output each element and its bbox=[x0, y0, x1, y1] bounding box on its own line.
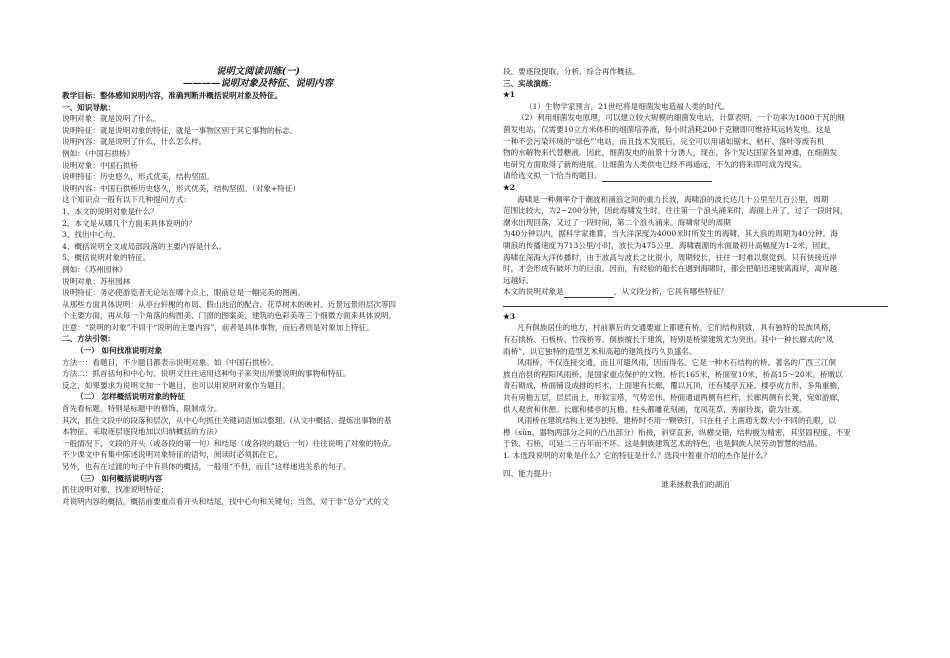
text-line: 首先看标题，特别是标题中的修饰、限制成分。 bbox=[62, 404, 222, 414]
text-line: 5、概括说明对象的特征。 bbox=[62, 253, 151, 263]
right-top-lines bbox=[503, 66, 888, 170]
text-line: 其次，抓住文段中的段落和层次，从中心句抓住关键词语加以整理。(从文中概括、提炼出事物的基 bbox=[62, 415, 392, 425]
text-line: 供人观赏和休憩。长廊和楼亭的瓦檐、柱头都雕花刻画，龙凤花草，秀丽玲珑，蔚为壮观。 bbox=[503, 404, 807, 414]
text-line: 三、实战演练： bbox=[503, 78, 557, 88]
text-line: 风雨桥在建筑结构上更为独特。建桥时不用一颗铁钉，只在柱子上凿通无数大小不同的孔眼，以 bbox=[517, 416, 836, 426]
star-3: ★3 bbox=[503, 311, 516, 321]
right-column bbox=[503, 66, 888, 491]
left-column bbox=[62, 66, 454, 507]
passage-3 bbox=[503, 322, 888, 461]
left-lines bbox=[62, 90, 454, 507]
text-line: 一、知识导航： bbox=[62, 102, 116, 112]
text-line: 族自治县的程阳风雨桥，是国家重点保护的文物。桥长165米，桥面宽10米，桥高15～20米。桥墩以 bbox=[503, 369, 843, 379]
text-line: 有石拱桥、石板桥、竹筏桥等。侗族擅长于建筑，特别是桥梁建筑尤为突出。其中一种长廊式的“风 bbox=[503, 335, 834, 345]
text-line: 范围比较大，为2~200分钟，因此海啸发生时，往往第一个浪头涌来时，海面上升了，过了一段时间， bbox=[503, 206, 848, 216]
answer-line bbox=[503, 300, 888, 307]
text-line: 电研究方面取得了新的进展。让细菌为人类供电已经不再遥远，不久的将来即可成为现实。 bbox=[503, 159, 807, 169]
text-line: （2）利用细菌发电原理，可以建立较大规模的细菌发电站，计算表明，一个功率为1000千瓦的细 bbox=[517, 113, 845, 123]
text-line: ★1 bbox=[503, 90, 516, 100]
text-line: 个主要方面，再从每一个角落的构图美、门窗的图案美、建筑的色彩美等三个细微方面来具体说明。 bbox=[62, 311, 397, 321]
text-line: 注意：“说明的对象”不同于“说明的主要内容”，前者是具体事物，而后者则是对象加上特征。 bbox=[62, 322, 374, 332]
question-1: 请给选文拟一个恰当的题目。 bbox=[503, 170, 888, 182]
doc-subtitle: ————说明对象及特征、说明内容 bbox=[182, 78, 333, 89]
text-line: 物的水解物来代替糖液。因此，细菌发电的前景十分诱人，现在，各个发达国家各显神通，在细菌发 bbox=[503, 148, 838, 158]
text-line: 海啸是一种频率介于潮波和涌浪之间的重力长波，海啸浪的波长达几十公里至几百公里，周期 bbox=[517, 194, 829, 204]
text-line: （三） 如何概括说明内容 bbox=[76, 473, 163, 483]
text-line: 说明内容：就是说明了什么，什么怎么样。 bbox=[62, 137, 207, 147]
text-line: 说明特征：历史悠久，形式优美，结构坚固。 bbox=[62, 172, 214, 182]
text-line: 1、本文的说明对象是什么？ bbox=[62, 206, 158, 216]
text-line: 说明内容：中国石拱桥历史悠久，形式优美，结构坚固。（对象+特征） bbox=[62, 183, 300, 193]
text-line: 方法一：看题目，不少题目都表示说明对象。如《中国石拱桥》。 bbox=[62, 357, 279, 367]
answer-blank-1[interactable] bbox=[602, 173, 712, 182]
text-line: 例如：《苏州园林》 bbox=[62, 264, 127, 274]
text-line: 4、概括说明全文或局部段落的主要内容是什么。 bbox=[62, 241, 227, 251]
text-line: 一般情况下，文段的开头（或各段的第一句）和结尾（或各段的最后一句）往往说明了对象的特点。 bbox=[62, 438, 397, 448]
text-line: 从那些方面具体说明：从亭台轩榭的布局、假山池沼的配合、花草树木的映衬、近景远景的层次等四 bbox=[62, 299, 397, 309]
star-2: ★2 bbox=[503, 182, 516, 192]
text-line: 对说明内容的概括，概括前要重点看开头和结尾，找中心句和关键句；当然，对于非“总分”式的文 bbox=[62, 496, 389, 506]
answer-blank-2[interactable] bbox=[564, 289, 614, 298]
text-line: 凡有侗族居住的地方，村前寨后的交通要道上都建有桥。它们结构别致，具有独特的民族风格， bbox=[517, 323, 836, 333]
text-line: 一种不会污染环境的“绿色”’电站，而且技术发展后，完全可以用诸如锯末、秸秆、落叶等废有机 bbox=[503, 136, 825, 146]
text-line: 远越好。 bbox=[503, 275, 534, 285]
text-line: 这个知识点一般有以下几种提问方式： bbox=[62, 195, 192, 205]
text-line: 说明特征：务必使游览者无论站在哪个点上，眼前总是一幅完美的图画。 bbox=[62, 288, 305, 298]
text-line: 菌发电站，仅需要10立方米体积的细菌培养液，每小时消耗200千克糖即可维持其运转发电。这是 bbox=[503, 124, 831, 134]
text-line: 抓住说明对象，找准说明特征； bbox=[62, 485, 169, 495]
text-line: 潮水出现回落，又过了一段时间，第二个浪头涌来。海啸常见的周期 bbox=[503, 217, 731, 227]
text-line: 二、方法引领： bbox=[62, 334, 116, 344]
text-line: （二） 怎样概括说明对象的特征 bbox=[76, 392, 185, 402]
text-line: 啸浪的传播速度为713公里/小时，波长为475公里。海啸震源的水面最初升高幅度为1-2米，因此， bbox=[503, 240, 836, 250]
text-line: 于铁、石桥，可延二三百年而不坏。这是侗族建筑艺术的特色，也是侗族人民劳动智慧的结晶。 bbox=[503, 439, 822, 449]
text-line: 青石砌成，桥面铺设成排的杉木，上面建有长廊，覆以瓦顶，还有楼亭五座。楼亭成方形，多角重檐， bbox=[503, 381, 845, 391]
text-line: 为40分钟以内，据科学家推算，当大洋深度为4000米时所发生的海啸，其大浪的周期为40分钟。海 bbox=[503, 229, 838, 239]
text-line: 教学目标：整体感知说明内容，准确判断并概括说明对象及特征。 bbox=[62, 91, 283, 100]
text-line: 另外，也有在过渡的句子中有具体的概括，一般用“不但，而且”这样递进关系的句子。 bbox=[62, 462, 351, 471]
text-line: 说明对象：就是说明了什么。 bbox=[62, 114, 161, 124]
text-line: 海啸在深海大洋传播时，由于波高与波长之比很小，周期较长，往往一时难以察觉到。只有快接近岸 bbox=[503, 252, 838, 262]
text-line: 3、找出中心句。 bbox=[62, 230, 120, 240]
text-line: 时，才会形成有破坏力的巨浪。因而，有经验的船长在遇到海啸时，都会把船迅速驶离海岸，离岸越 bbox=[503, 264, 838, 274]
text-line: 说明特征：就是说明对象的特征，就是一事物区别于其它事物的标志。 bbox=[62, 125, 298, 135]
text-line: 本物征。采取逐层逐段地加以归纳概括的方法） bbox=[62, 427, 222, 437]
text-line: 反之，如果要求为说明文加一个题目，也可以用说明对象作为题目。 bbox=[62, 380, 290, 390]
passage-2 bbox=[503, 194, 888, 287]
text-line: 说明对象：苏州园林 bbox=[62, 276, 131, 286]
text-line: （1）生物学家预言，21世纪将是细菌发电造福人类的时代。 bbox=[525, 101, 730, 111]
text-line: 例如：《中国石拱桥》 bbox=[62, 148, 135, 158]
text-line: 雨桥”，以它独特的造型艺术和高超的建筑技巧久负盛名。 bbox=[503, 346, 697, 356]
text-line: 2、本文是从哪几个方面来具体说明的？ bbox=[62, 218, 196, 228]
question-2: 本文的说明对象是 ，从文段分析，它具有哪些特征？ bbox=[503, 287, 728, 297]
doc-title: 说明文阅读训练(一) bbox=[216, 66, 300, 77]
text-line: 榫（sǔn，器物两部分之间的凸出部分）衔接，斜穿直套，纵横交错，结构极为精密，其坚固程度，不亚 bbox=[503, 427, 851, 437]
text-line: 风雨桥，不仅连接交通，而且可避风雨，因而得名。它是一种木石结构的桥。著名的广西三江侗 bbox=[517, 358, 836, 368]
text-line: 说明对象：中国石拱桥 bbox=[62, 160, 138, 170]
text-line: 1. 本选段说明的对象是什么？它的特征是什么？选段中着重介绍的杰作是什么？ bbox=[503, 451, 771, 460]
text-line: 共有房檐五层，层层而上，形似宝塔，气势宏伟。桥面通道两侧有栏杆，长廊两侧有长凳，宛如游廊， bbox=[503, 393, 845, 403]
text-line: 段，要逐段提取、分析、综合再作概括。 bbox=[503, 67, 640, 76]
text-line: （一） 如何找准说明对象 bbox=[76, 346, 163, 356]
text-line: 方法二：抓首括句和中心句。说明文往往运用这种句子来突出所要说明的事物和特征。 bbox=[62, 369, 351, 379]
text-line: 不少课文中有集中陈述说明对象特征的语句，阅读时必须抓住它。 bbox=[62, 450, 283, 460]
section-4-title: 谁来拯救我们的湖泊 bbox=[661, 480, 730, 490]
section-4-heading: 四、能力提升： bbox=[503, 468, 557, 478]
